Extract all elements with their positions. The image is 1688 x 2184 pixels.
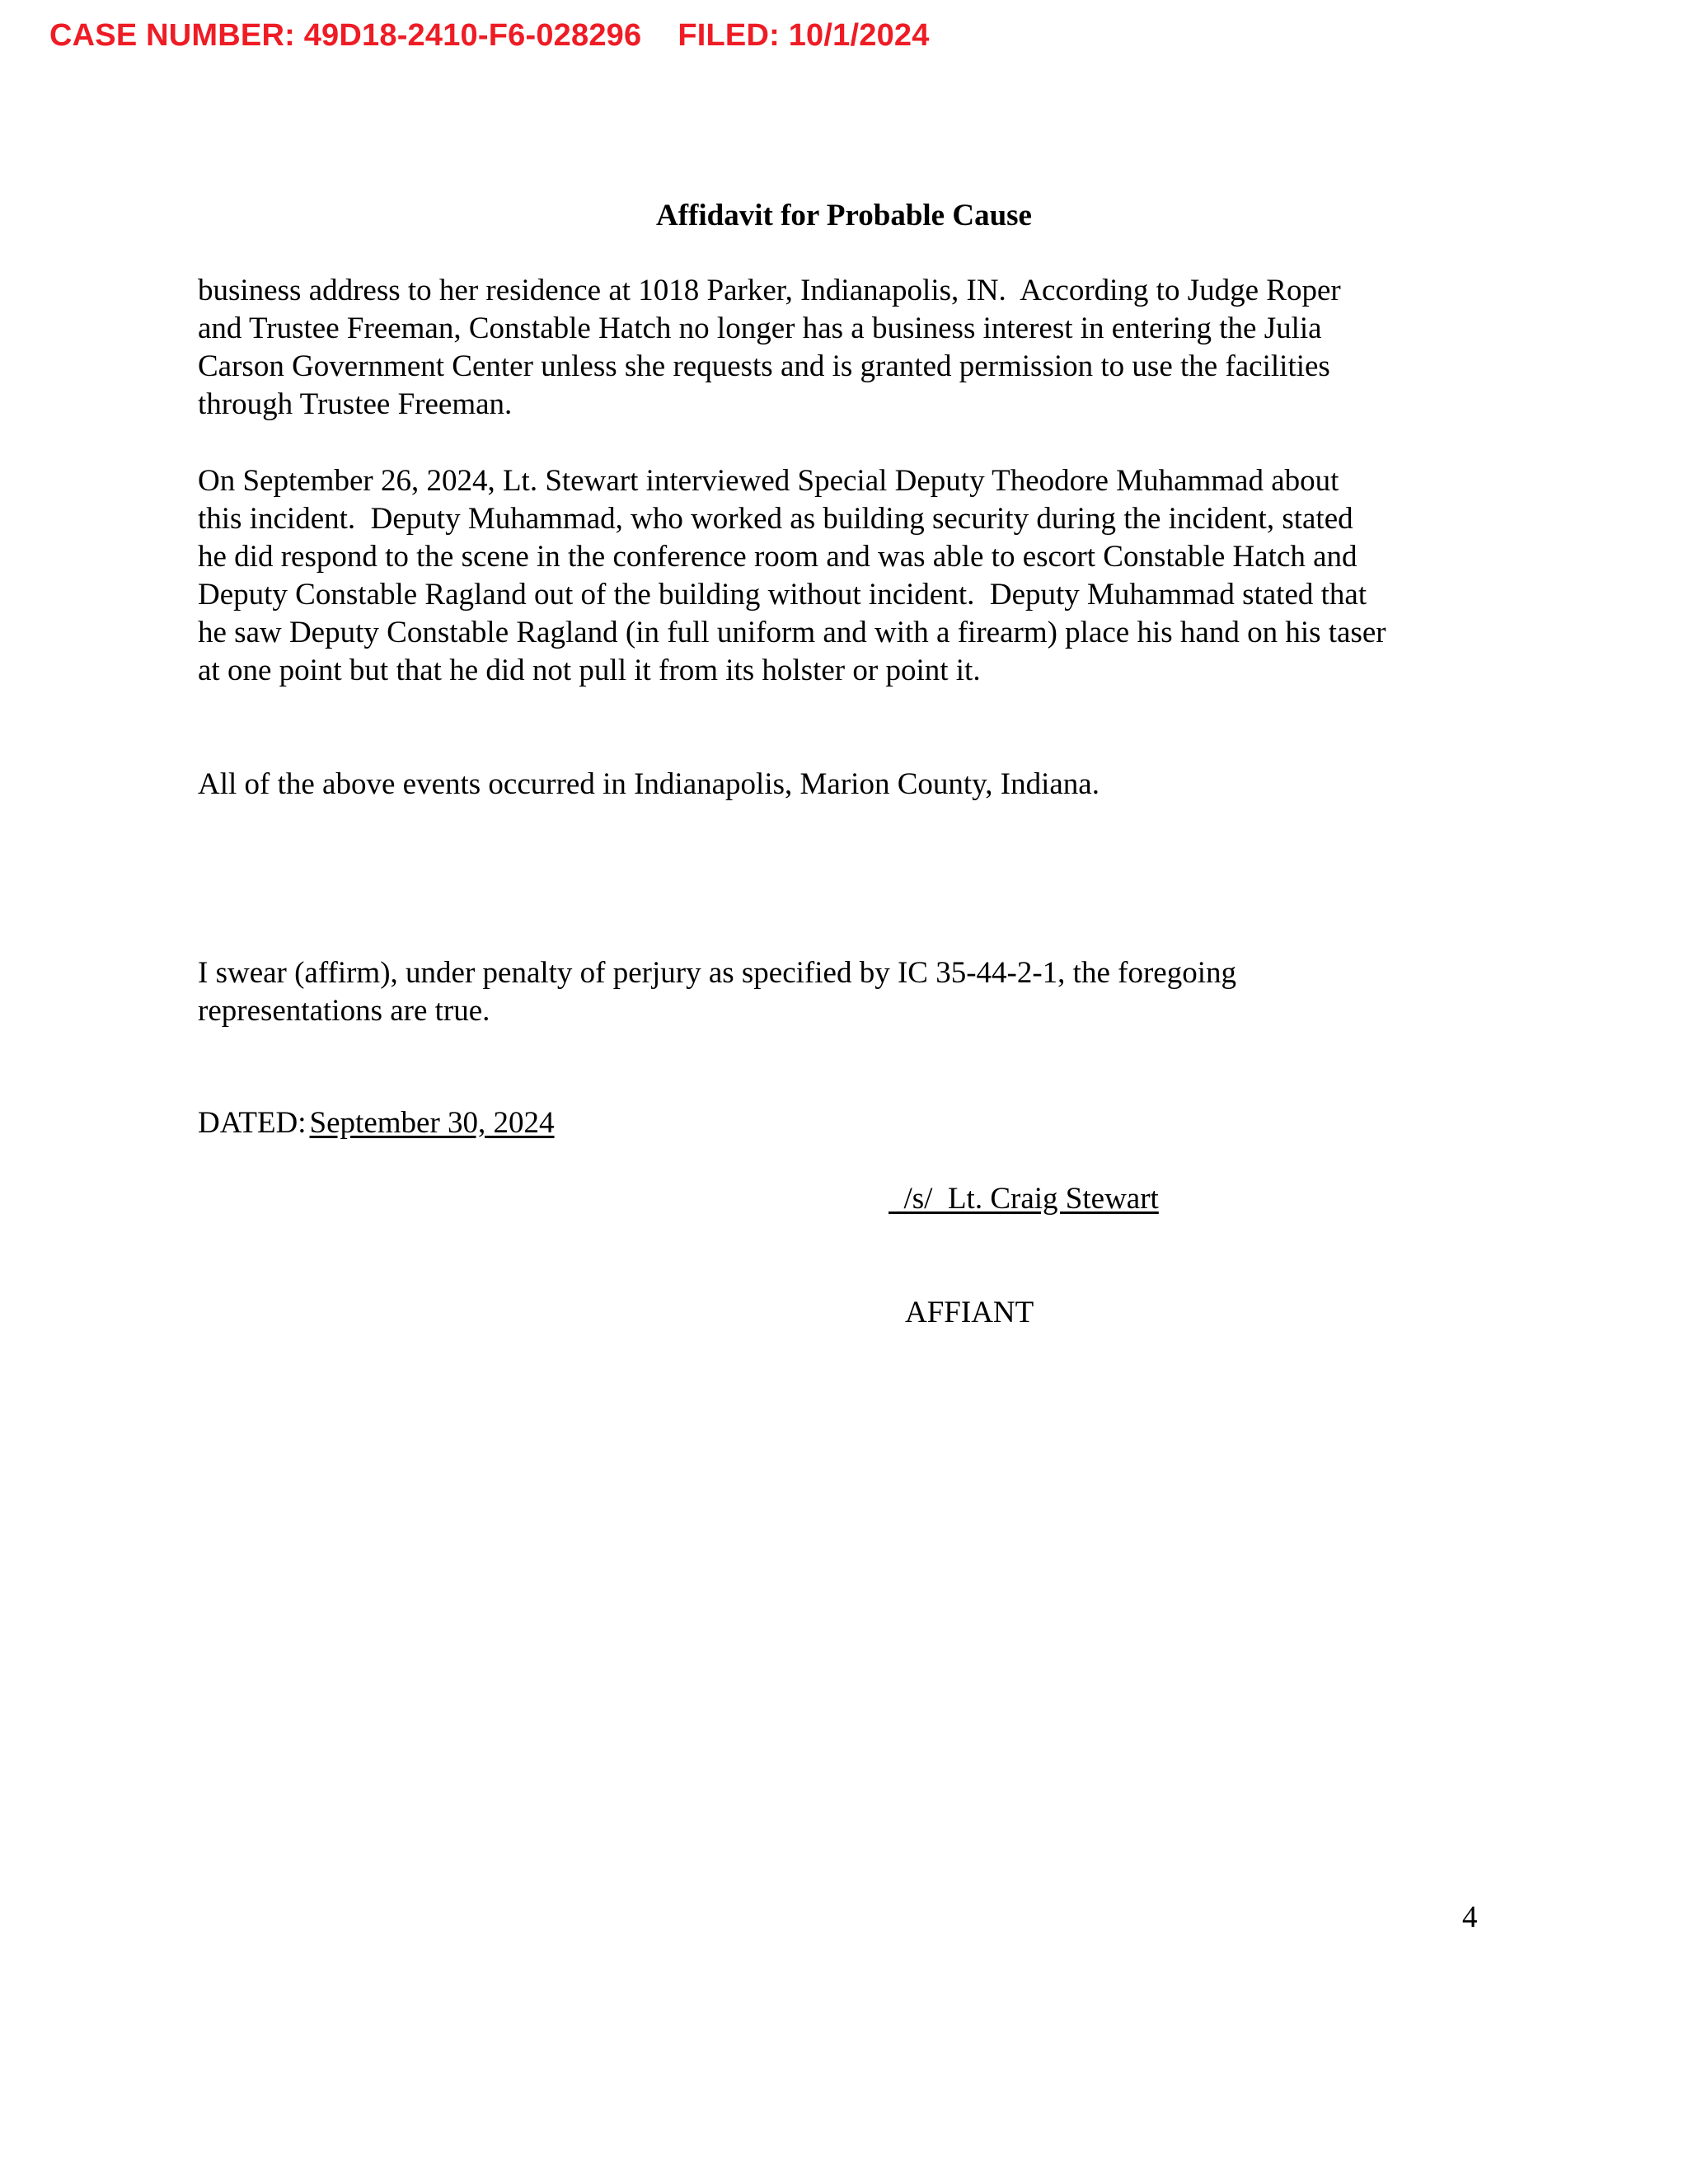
filing-stamp: [49, 18, 930, 54]
signature-line: /s/ Lt. Craig Stewart: [889, 1182, 1159, 1216]
paragraph-residence: [198, 272, 1533, 424]
text-line: Deputy Constable Ragland out of the building without incident. Deputy Muhammad stated that: [198, 578, 1367, 612]
text-line: Carson Government Center unless she requests and is granted permission to use the facilities: [198, 349, 1330, 383]
affiant-label: AFFIANT: [905, 1296, 1034, 1329]
dated-label: DATED:: [198, 1106, 307, 1140]
text-line: and Trustee Freeman, Constable Hatch no longer has a business interest in entering the Julia: [198, 312, 1322, 345]
document-title: Affidavit for Probable Cause: [656, 199, 1032, 232]
dated-value: September 30, 2024: [309, 1106, 555, 1140]
signature-block: [889, 1104, 1159, 1408]
page-number: 4: [1462, 1900, 1478, 1934]
dated-row: [198, 1104, 555, 1142]
case-number: CASE NUMBER: 49D18-2410-F6-028296: [49, 18, 642, 53]
paragraph-location: [198, 766, 1533, 804]
filed-date: FILED: 10/1/2024: [678, 18, 930, 53]
text-line: through Trustee Freeman.: [198, 387, 513, 421]
text-line: I swear (affirm), under penalty of perjury as specified by IC 35-44-2-1, the foregoing: [198, 956, 1236, 990]
text-line: On September 26, 2024, Lt. Stewart interviewed Special Deputy Theodore Muhammad about: [198, 464, 1339, 498]
text-line: this incident. Deputy Muhammad, who worked as building security during the incident, stated: [198, 502, 1353, 536]
paragraph-interview: [198, 462, 1533, 690]
text-line: he did respond to the scene in the conference room and was able to escort Constable Hatch and: [198, 540, 1357, 574]
text-line: at one point but that he did not pull it from its holster or point it.: [198, 654, 981, 687]
text-line: he saw Deputy Constable Ragland (in full uniform and with a firearm) place his hand on his taser: [198, 616, 1386, 649]
text-line: business address to her residence at 1018 Parker, Indianapolis, IN. According to Judge Roper: [198, 274, 1341, 307]
text-line: representations are true.: [198, 994, 490, 1028]
text-line: All of the above events occurred in Indianapolis, Marion County, Indiana.: [198, 767, 1100, 801]
paragraph-oath: [198, 954, 1533, 1030]
